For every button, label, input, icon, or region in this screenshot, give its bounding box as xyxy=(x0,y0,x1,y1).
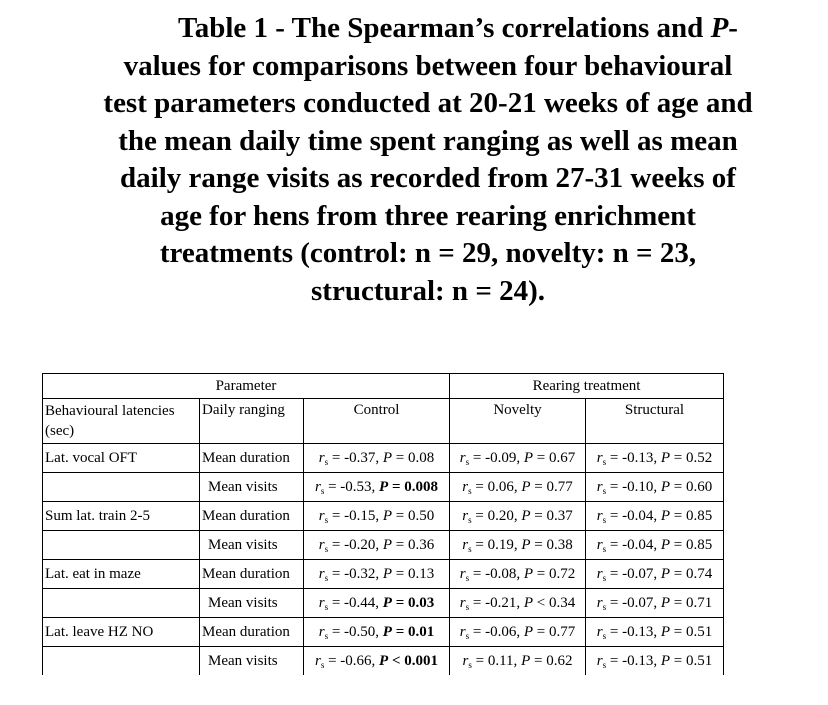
caption-line: the mean daily time spent ranging as well as mean xyxy=(118,124,738,157)
ranging-cell: Mean visits xyxy=(200,647,304,676)
p-symbol: P xyxy=(660,537,671,553)
stat-subscript: s xyxy=(602,544,607,554)
control-cell: $r_s = -0.32$, P = 0.13 xyxy=(304,560,450,589)
latency-cell: Lat. leave HZ NO xyxy=(43,618,200,647)
p-value: P = 0.36 xyxy=(382,537,435,553)
p-value: P < 0.001 xyxy=(379,653,439,669)
p-symbol: P xyxy=(523,450,534,466)
p-symbol: P xyxy=(660,653,671,669)
p-symbol: P xyxy=(523,624,534,640)
header-row-sub xyxy=(43,399,724,444)
header-structural: Structural xyxy=(586,399,724,444)
caption-italic: P xyxy=(710,12,729,44)
control-cell: $r_s = -0.15$, P = 0.50 xyxy=(304,502,450,531)
novelty-cell: $r_s = -0.08$, P = 0.72 xyxy=(450,560,586,589)
stat-subscript: s xyxy=(324,631,329,641)
p-value: P = 0.72 xyxy=(523,566,576,582)
stat-subscript: s xyxy=(324,457,329,467)
stat-symbol: r xyxy=(596,624,603,640)
stat-symbol: r xyxy=(459,450,466,466)
stat-symbol: r xyxy=(462,479,469,495)
stat-subscript: s xyxy=(468,486,472,496)
table-row xyxy=(43,502,724,531)
structural-cell: $r_s = -0.07$, P = 0.74 xyxy=(586,560,724,589)
table-row xyxy=(43,444,724,473)
p-value: P = 0.38 xyxy=(521,537,573,553)
p-symbol: P xyxy=(521,508,531,524)
ranging-cell: Mean duration xyxy=(200,444,304,473)
latency-cell: Sum lat. train 2-5 xyxy=(43,502,200,531)
latency-cell xyxy=(43,531,200,560)
header-novelty: Novelty xyxy=(450,399,586,444)
stat-subscript: s xyxy=(465,631,470,641)
stat-symbol: r xyxy=(596,450,603,466)
p-symbol: P xyxy=(660,450,671,466)
caption-line: age for hens from three rearing enrichment xyxy=(160,199,696,232)
p-value: P = 0.71 xyxy=(660,595,713,611)
stat-symbol: r xyxy=(596,508,603,524)
stat-symbol: r xyxy=(318,566,325,582)
p-value: P = 0.85 xyxy=(660,508,713,524)
header-control: Control xyxy=(304,399,450,444)
stat-symbol: r xyxy=(318,508,325,524)
p-symbol: P xyxy=(660,566,671,582)
stat-subscript: s xyxy=(320,660,325,670)
stat-symbol: r xyxy=(462,653,469,669)
structural-cell: $r_s = -0.13$, P = 0.51 xyxy=(586,647,724,676)
p-value: P = 0.62 xyxy=(521,653,573,669)
header-behavioural-latencies-label: Behavioural latencies (sec) xyxy=(45,403,175,439)
latency-cell xyxy=(43,473,200,502)
p-value: P = 0.50 xyxy=(382,508,435,524)
latency-cell xyxy=(43,647,200,676)
stat-subscript: s xyxy=(324,602,329,612)
stat-symbol: r xyxy=(459,595,466,611)
novelty-cell: $r_s = -0.21$, P < 0.34 xyxy=(450,589,586,618)
p-value: P = 0.37 xyxy=(521,508,573,524)
p-symbol: P xyxy=(521,653,531,669)
stat-symbol: r xyxy=(459,624,466,640)
ranging-cell: Mean duration xyxy=(200,618,304,647)
ranging-cell: Mean duration xyxy=(200,502,304,531)
p-value: P = 0.77 xyxy=(523,624,576,640)
stat-subscript: s xyxy=(602,573,607,583)
p-symbol: P xyxy=(382,595,392,611)
control-cell: $r_s = -0.50$, P = 0.01 xyxy=(304,618,450,647)
stat-subscript: s xyxy=(468,660,472,670)
p-value: P = 0.85 xyxy=(660,537,713,553)
ranging-cell: Mean visits xyxy=(200,589,304,618)
p-value: P = 0.60 xyxy=(660,479,713,495)
stat-symbol: r xyxy=(596,537,603,553)
stat-subscript: s xyxy=(602,602,607,612)
p-value: P = 0.74 xyxy=(660,566,713,582)
stat-subscript: s xyxy=(602,660,607,670)
caption-line: structural: n = 24). xyxy=(311,274,545,307)
stat-subscript: s xyxy=(324,573,329,583)
p-value: P = 0.03 xyxy=(382,595,435,611)
structural-cell: $r_s = -0.13$, P = 0.52 xyxy=(586,444,724,473)
p-symbol: P xyxy=(379,653,389,669)
stat-symbol: r xyxy=(314,479,321,495)
caption-line: daily range visits as recorded from 27-31 weeks of xyxy=(120,162,736,194)
stat-symbol: r xyxy=(462,537,469,553)
stat-symbol: r xyxy=(596,566,603,582)
table-row xyxy=(43,589,724,618)
control-cell: $r_s = -0.37$, P = 0.08 xyxy=(304,444,450,473)
structural-cell: $r_s = -0.13$, P = 0.51 xyxy=(586,618,724,647)
stat-symbol: r xyxy=(314,653,321,669)
ranging-cell: Mean visits xyxy=(200,473,304,502)
stat-symbol: r xyxy=(596,653,603,669)
stat-symbol: r xyxy=(596,595,603,611)
stat-symbol: r xyxy=(459,566,466,582)
stat-subscript: s xyxy=(324,544,329,554)
p-value: P = 0.08 xyxy=(382,450,435,466)
p-symbol: P xyxy=(523,566,534,582)
p-value: P = 0.13 xyxy=(382,566,435,582)
header-row-top xyxy=(43,374,724,399)
control-cell: $r_s = -0.20$, P = 0.36 xyxy=(304,531,450,560)
caption-line: test parameters conducted at 20-21 weeks of age and xyxy=(103,87,753,119)
stat-subscript: s xyxy=(320,486,325,496)
stat-subscript: s xyxy=(465,457,470,467)
novelty-cell: $r_s = -0.06$, P = 0.77 xyxy=(450,618,586,647)
latency-cell: Lat. eat in maze xyxy=(43,560,200,589)
p-symbol: P xyxy=(660,595,671,611)
structural-cell: $r_s = -0.10$, P = 0.60 xyxy=(586,473,724,502)
stat-subscript: s xyxy=(602,515,607,525)
p-symbol: P xyxy=(382,566,393,582)
stat-subscript: s xyxy=(465,602,470,612)
structural-cell: $r_s = -0.07$, P = 0.71 xyxy=(586,589,724,618)
p-symbol: P xyxy=(379,479,389,495)
latency-cell xyxy=(43,589,200,618)
p-symbol: P xyxy=(382,508,393,524)
control-cell: $r_s = -0.44$, P = 0.03 xyxy=(304,589,450,618)
header-behavioural-latencies xyxy=(43,399,200,444)
p-value: P = 0.008 xyxy=(379,479,439,495)
p-value: P = 0.51 xyxy=(660,624,713,640)
control-cell: $r_s = -0.53$, P = 0.008 xyxy=(304,473,450,502)
p-symbol: P xyxy=(521,537,531,553)
p-symbol: P xyxy=(660,624,671,640)
stat-subscript: s xyxy=(602,631,607,641)
p-value: P < 0.34 xyxy=(523,595,576,611)
header-daily-ranging: Daily ranging xyxy=(200,399,304,444)
header-parameter: Parameter xyxy=(43,374,450,399)
caption-line: treatments (control: n = 29, novelty: n = 23, xyxy=(159,237,697,269)
novelty-cell: $r_s = 0.19$, P = 0.38 xyxy=(450,531,586,560)
structural-cell: $r_s = -0.04$, P = 0.85 xyxy=(586,502,724,531)
correlation-table xyxy=(42,373,724,675)
caption-line: values for comparisons between four behavioural xyxy=(123,49,733,82)
stat-subscript: s xyxy=(602,457,607,467)
stat-subscript: s xyxy=(468,515,472,525)
p-symbol: P xyxy=(382,450,393,466)
stat-symbol: r xyxy=(318,537,325,553)
table-row xyxy=(43,531,724,560)
novelty-cell: $r_s = -0.09$, P = 0.67 xyxy=(450,444,586,473)
p-value: P = 0.77 xyxy=(521,479,573,495)
control-cell: $r_s = -0.66$, P < 0.001 xyxy=(304,647,450,676)
header-rearing-treatment: Rearing treatment xyxy=(450,374,724,399)
p-value: P = 0.01 xyxy=(382,624,435,640)
ranging-cell: Mean duration xyxy=(200,560,304,589)
caption-line: Table 1 - The Spearman’s correlations and P- xyxy=(178,12,738,44)
p-symbol: P xyxy=(382,537,393,553)
table-row xyxy=(43,560,724,589)
novelty-cell: $r_s = 0.20$, P = 0.37 xyxy=(450,502,586,531)
p-value: P = 0.51 xyxy=(660,653,713,669)
novelty-cell: $r_s = 0.06$, P = 0.77 xyxy=(450,473,586,502)
table-body xyxy=(43,374,724,676)
stat-symbol: r xyxy=(596,479,603,495)
stat-subscript: s xyxy=(468,544,472,554)
p-symbol: P xyxy=(382,624,392,640)
latency-cell: Lat. vocal OFT xyxy=(43,444,200,473)
stat-symbol: r xyxy=(318,624,325,640)
p-symbol: P xyxy=(660,479,671,495)
table-row xyxy=(43,618,724,647)
ranging-cell: Mean visits xyxy=(200,531,304,560)
p-symbol: P xyxy=(523,595,534,611)
stat-symbol: r xyxy=(318,450,325,466)
table-row xyxy=(43,647,724,676)
stat-subscript: s xyxy=(465,573,470,583)
table-caption xyxy=(30,10,826,310)
p-symbol: P xyxy=(660,508,671,524)
p-value: P = 0.67 xyxy=(523,450,576,466)
stat-subscript: s xyxy=(602,486,607,496)
p-symbol: P xyxy=(521,479,531,495)
stat-symbol: r xyxy=(318,595,325,611)
stat-symbol: r xyxy=(462,508,469,524)
table-row xyxy=(43,473,724,502)
novelty-cell: $r_s = 0.11$, P = 0.62 xyxy=(450,647,586,676)
structural-cell: $r_s = -0.04$, P = 0.85 xyxy=(586,531,724,560)
p-value: P = 0.52 xyxy=(660,450,713,466)
stat-subscript: s xyxy=(324,515,329,525)
